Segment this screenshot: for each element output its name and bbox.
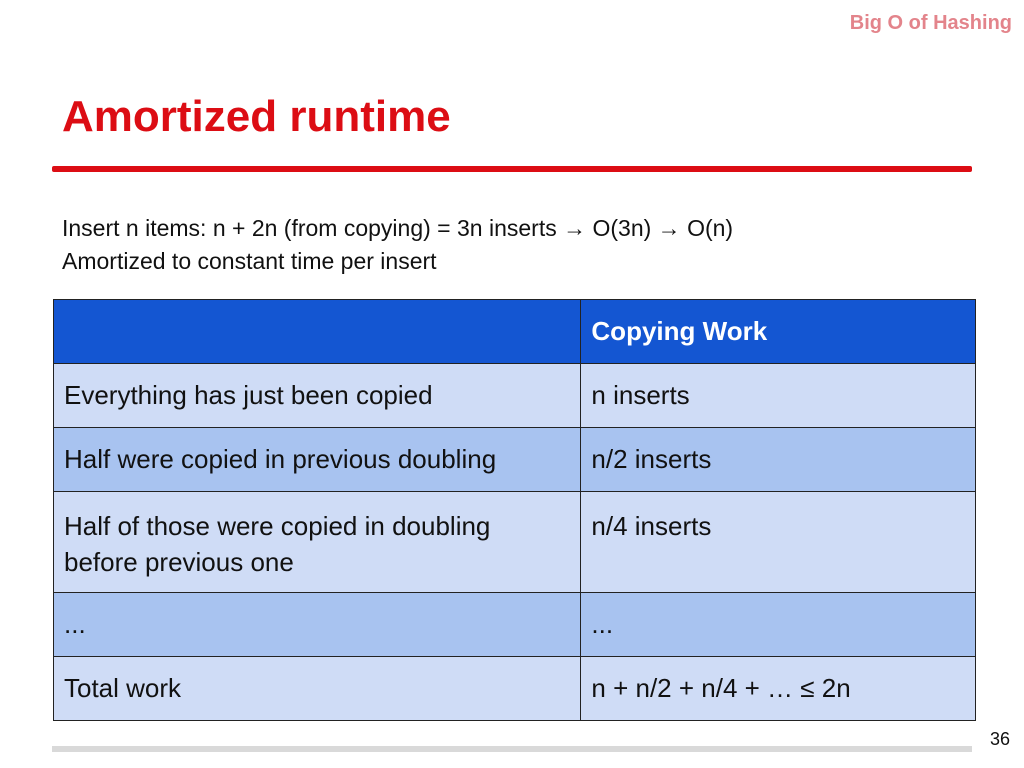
table-cell-case: Everything has just been copied [54, 364, 581, 428]
table-row [54, 428, 976, 492]
footer-divider [52, 746, 972, 752]
title-divider [52, 166, 972, 172]
table-cell-case: Half of those were copied in doubling before previous one [54, 492, 581, 593]
table-header-copying-work: Copying Work [581, 300, 976, 364]
table-cell-work: ... [581, 593, 976, 657]
table-row [54, 492, 976, 593]
table-header-row [54, 300, 976, 364]
body-line-amortized: Amortized to constant time per insert [62, 248, 437, 274]
table-cell-case: Total work [54, 657, 581, 721]
body-text [62, 212, 733, 278]
table-cell-work: n + n/2 + n/4 + … ≤ 2n [581, 657, 976, 721]
copying-work-table [53, 299, 976, 721]
table-cell-case: ... [54, 593, 581, 657]
body-line-complexity: Insert n items: n + 2n (from copying) = 3n inserts → O(3n) → O(n) [62, 215, 734, 241]
table-cell-work: n/4 inserts [581, 492, 976, 593]
table-cell-work: n inserts [581, 364, 976, 428]
table-cell-case: Half were copied in previous doubling [54, 428, 581, 492]
slide-title: Amortized runtime [62, 92, 451, 141]
table-cell-work: n/2 inserts [581, 428, 976, 492]
table-row [54, 364, 976, 428]
table-header-empty [54, 300, 581, 364]
table-row [54, 593, 976, 657]
section-label: Big O of Hashing [849, 12, 1012, 34]
page-number: 36 [989, 729, 1010, 749]
table-row [54, 657, 976, 721]
